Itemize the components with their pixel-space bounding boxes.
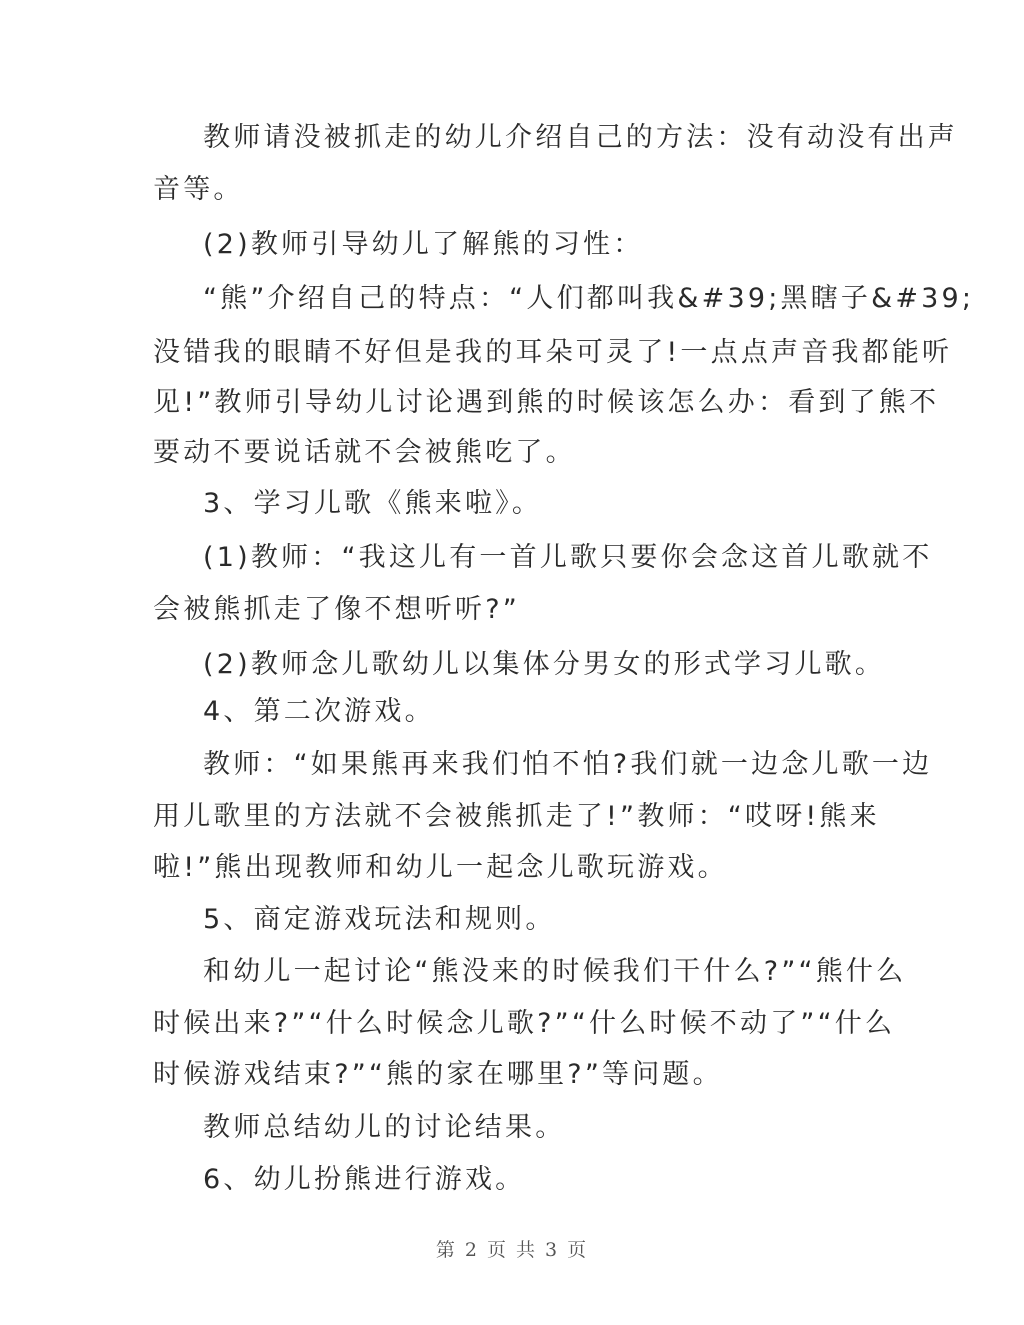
text-line: 没错我的眼睛不好但是我的耳朵可灵了!一点点声音我都能听	[153, 337, 953, 368]
text-line: 音等。	[153, 174, 244, 205]
text-line: 时候出来?”“什么时候念儿歌?”“什么时候不动了”“什么	[153, 1008, 896, 1039]
text-line: (2)教师引导幼儿了解熊的习性：	[203, 229, 644, 260]
text-line: 5、商定游戏玩法和规则。	[203, 904, 556, 935]
text-line: 时候游戏结束?”“熊的家在哪里?”等问题。	[153, 1059, 723, 1090]
text-line: 要动不要说话就不会被熊吃了。	[153, 437, 576, 468]
text-line: 用儿歌里的方法就不会被熊抓走了!”教师：“哎呀!熊来	[153, 801, 880, 832]
text-line: 教师请没被抓走的幼儿介绍自己的方法：没有动没有出声	[203, 122, 958, 153]
text-line: 6、幼儿扮熊进行游戏。	[203, 1164, 526, 1195]
text-line: 4、第二次游戏。	[203, 696, 435, 727]
text-line: 3、学习儿歌《熊来啦》。	[203, 488, 543, 519]
text-line: “熊”介绍自己的特点：“人们都叫我&#39;黑瞎子&#39;	[203, 283, 975, 314]
text-line: 会被熊抓走了像不想听听?”	[153, 594, 520, 625]
text-line: 教师：“如果熊再来我们怕不怕?我们就一边念儿歌一边	[203, 749, 933, 780]
text-line: 见!”教师引导幼儿讨论遇到熊的时候该怎么办：看到了熊不	[153, 387, 940, 418]
text-line: (1)教师：“我这儿有一首儿歌只要你会念这首儿歌就不	[203, 542, 933, 573]
text-line: 教师总结幼儿的讨论结果。	[203, 1112, 566, 1143]
text-line: 和幼儿一起讨论“熊没来的时候我们干什么?”“熊什么	[203, 956, 907, 987]
text-line: (2)教师念儿歌幼儿以集体分男女的形式学习儿歌。	[203, 649, 886, 680]
page-indicator: 第 2 页 共 3 页	[435, 1239, 589, 1261]
text-line: 啦!”熊出现教师和幼儿一起念儿歌玩游戏。	[153, 852, 728, 883]
